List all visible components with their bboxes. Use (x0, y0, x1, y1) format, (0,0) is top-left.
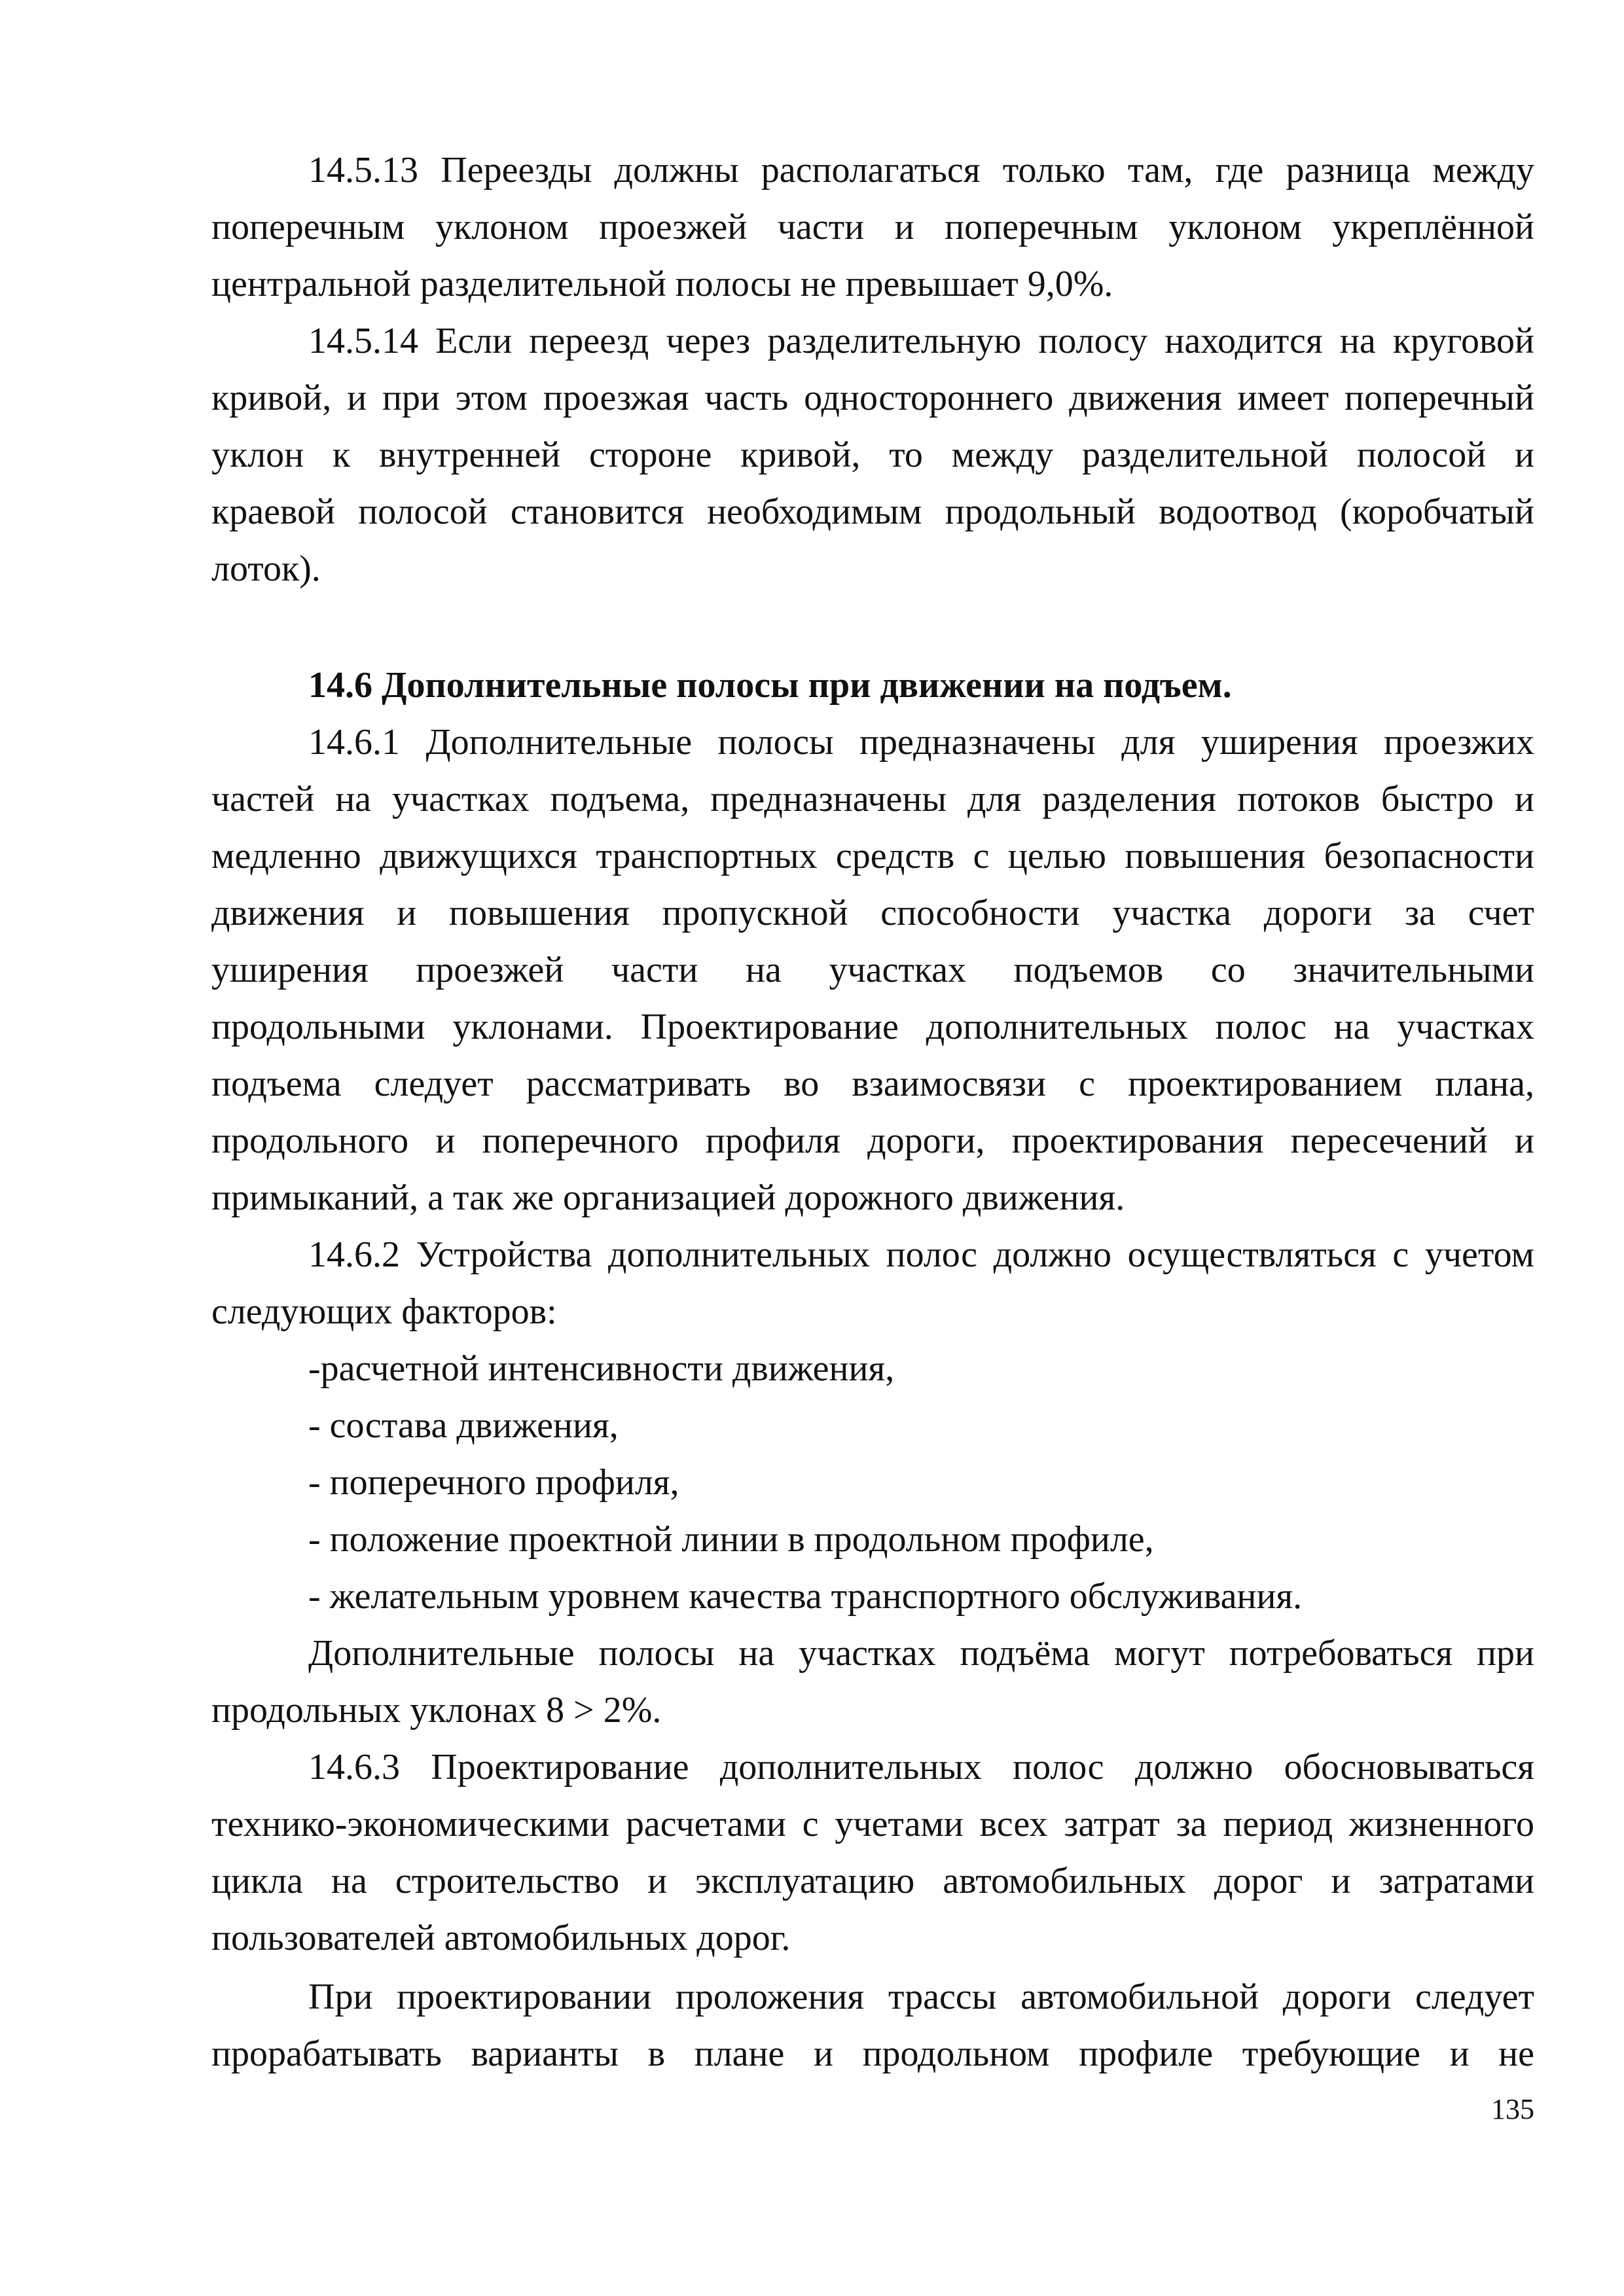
text-line: 14.6.2 Устройства дополнительных полос должно осуществляться с учетом (308, 1234, 1534, 1275)
text-line: 14.6.3 Проектирование дополнительных полос должно обосновываться (308, 1747, 1534, 1787)
text-line: примыканий, а так же организацией дорожного движения. (211, 1177, 1125, 1218)
text-line: подъема следует рассматривать во взаимосвязи с проектированием плана, (211, 1064, 1534, 1104)
text-line: прорабатывать варианты в плане и продольном профиле требующие и не (211, 2034, 1534, 2074)
text-line: поперечным уклоном проезжей части и поперечным уклоном укреплённой (211, 207, 1534, 247)
text-line: Дополнительные полосы на участках подъёма могут потребоваться при (308, 1633, 1534, 1674)
text-line: пользователей автомобильных дорог. (211, 1918, 791, 1958)
text-line: кривой, и при этом проезжая часть одностороннего движения имеет поперечный (211, 378, 1534, 418)
page-number: 135 (1491, 2093, 1534, 2125)
text-line: движения и повышения пропускной способности участка дороги за счет (211, 893, 1534, 933)
text-line: 14.5.13 Переезды должны располагаться только там, где разница между (308, 150, 1534, 190)
text-line: продольных уклонах 8 > 2%. (211, 1690, 662, 1731)
text-line: уклон к внутренней стороне кривой, то между разделительной полосой и (211, 435, 1534, 475)
text-line: цикла на строительство и эксплуатацию автомобильных дорог и затратами (211, 1861, 1534, 1901)
text-line: следующих факторов: (211, 1291, 557, 1332)
text-line: При проектировании проложения трассы автомобильной дороги следует (308, 1977, 1534, 2017)
text-line: -расчетной интенсивности движения, (308, 1348, 895, 1389)
text-line: продольными уклонами. Проектирование дополнительных полос на участках (211, 1007, 1534, 1047)
text-line: центральной разделительной полосы не превышает 9,0%. (211, 264, 1113, 304)
text-line: частей на участках подъема, предназначены для разделения потоков быстро и (211, 779, 1534, 819)
text-line: 14.6.1 Дополнительные полосы предназначены для уширения проезжих (308, 722, 1534, 762)
text-line: технико-экономическими расчетами с учетами всех затрат за период жизненного (211, 1804, 1534, 1844)
text-line: уширения проезжей части на участках подъемов со значительными (211, 950, 1534, 990)
text-line: медленно движущихся транспортных средств с целью повышения безопасности (211, 836, 1534, 876)
text-line: краевой полосой становится необходимым продольный водоотвод (коробчатый (211, 492, 1534, 532)
text-line: - желательным уровнем качества транспортного обслуживания. (308, 1576, 1303, 1617)
text-line: - поперечного профиля, (308, 1462, 679, 1503)
text-line: - положение проектной линии в продольном профиле, (308, 1519, 1154, 1560)
text-line: продольного и поперечного профиля дороги, проектирования пересечений и (211, 1121, 1534, 1161)
section-heading: 14.6 Дополнительные полосы при движении на подъем. (308, 665, 1232, 706)
text-line: лоток). (211, 548, 321, 589)
text-line: 14.5.14 Если переезд через разделительную полосу находится на круговой (308, 321, 1534, 361)
text-line: - состава движения, (308, 1405, 619, 1446)
